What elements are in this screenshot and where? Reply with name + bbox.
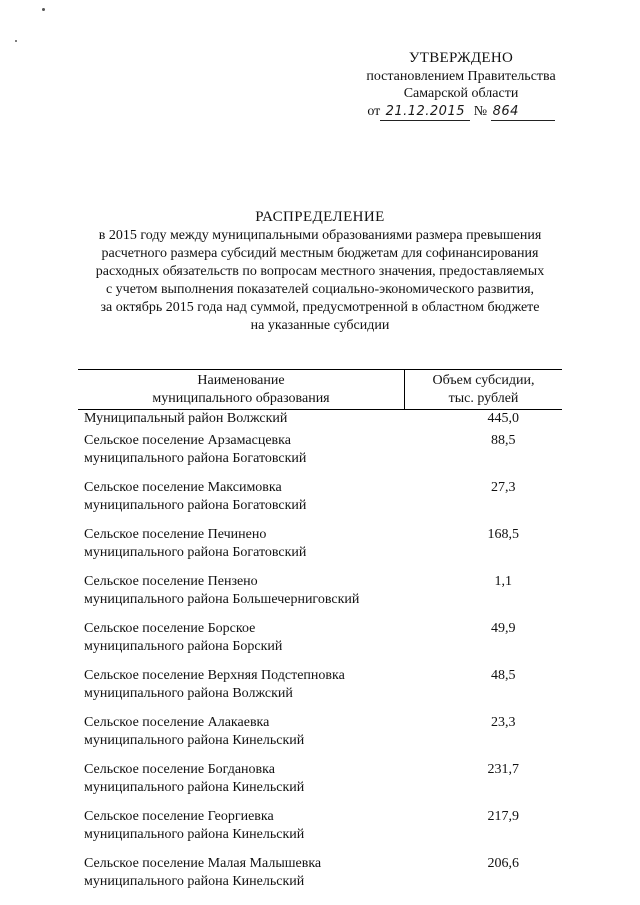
- municipality-name-line-2: муниципального района Богатовский: [84, 545, 307, 560]
- table-row: [78, 667, 562, 714]
- table-row: [78, 526, 562, 573]
- municipality-name-line-2: муниципального района Кинельский: [84, 780, 305, 795]
- municipality-name-line-2: муниципального района Кинельский: [84, 874, 305, 889]
- header-volume-line-2: тыс. рублей: [448, 391, 519, 406]
- table-row: [78, 432, 562, 479]
- decree-reference: [352, 103, 570, 122]
- municipality-name: [78, 410, 405, 433]
- municipality-name-line-2: муниципального района Кинельский: [84, 827, 305, 842]
- title-line: на указанные субсидии: [250, 318, 390, 333]
- municipality-name-line-1: Сельское поселение Верхняя Подстепновка: [84, 668, 345, 683]
- document-title: [60, 208, 580, 335]
- municipality-name-line-2: муниципального района Большечерниговский: [84, 592, 360, 607]
- municipality-name-line-1: Сельское поселение Арзамасцевка: [84, 433, 291, 448]
- municipality-name-line-1: Сельское поселение Печинено: [84, 527, 267, 542]
- subsidy-value: 49,9: [491, 621, 516, 636]
- header-municipality-line-2: муниципального образования: [152, 391, 330, 406]
- municipality-name-line-2: муниципального района Богатовский: [84, 451, 307, 466]
- subsidy-value: 231,7: [487, 762, 519, 777]
- title-line: с учетом выполнения показателей социально-экономического развития,: [105, 282, 535, 297]
- table-row: [78, 714, 562, 761]
- subsidy-value: 88,5: [491, 433, 516, 448]
- approval-heading: УТВЕРЖДЕНО: [408, 50, 514, 66]
- table-row: [78, 855, 562, 891]
- approval-stamp: [352, 50, 570, 121]
- municipality-name: [78, 761, 405, 808]
- municipality-name-line-2: муниципального района Богатовский: [84, 498, 307, 513]
- decree-number-handwritten: 864: [491, 103, 555, 122]
- municipality-name-line-2: муниципального района Волжский: [84, 686, 293, 701]
- municipality-name-line-1: Сельское поселение Максимовка: [84, 480, 282, 495]
- municipality-name: [78, 573, 405, 620]
- header-subsidy-volume: [405, 370, 563, 410]
- title-line: расходных обязательств по вопросам местного значения, предоставляемых: [95, 264, 545, 279]
- subsidy-value: 23,3: [491, 715, 516, 730]
- scan-speck: [42, 8, 45, 11]
- approval-line-2: Самарской области: [403, 86, 519, 101]
- header-municipality-line-1: Наименование: [197, 373, 285, 388]
- decree-number-sign: №: [473, 103, 488, 119]
- table-row: [78, 479, 562, 526]
- approval-line-1: постановлением Правительства: [366, 68, 556, 84]
- subsidy-value: 445,0: [487, 411, 519, 426]
- header-municipality: [78, 370, 405, 410]
- municipality-name: [78, 714, 405, 761]
- table-body: [78, 410, 562, 892]
- subsidy-value: 217,9: [487, 809, 519, 824]
- subsidy-value: 206,6: [487, 856, 519, 871]
- subsidy-distribution-table: [78, 369, 562, 891]
- municipality-name-line-2: муниципального района Кинельский: [84, 733, 305, 748]
- municipality-name: [78, 667, 405, 714]
- municipality-name: [78, 526, 405, 573]
- municipality-name-line-1: Сельское поселение Пензено: [84, 574, 258, 589]
- municipality-name-line-1: Сельское поселение Алакаевка: [84, 715, 270, 730]
- municipality-name-line-1: Муниципальный район Волжский: [84, 411, 288, 426]
- table-row: [78, 573, 562, 620]
- municipality-name-line-1: Сельское поселение Борское: [84, 621, 256, 636]
- title-line: за октябрь 2015 года над суммой, предусмотренной в областном бюджете: [100, 300, 540, 315]
- decree-date-handwritten: 21.12.2015: [380, 103, 470, 122]
- decree-from-label: от: [367, 103, 381, 119]
- municipality-name-line-1: Сельское поселение Богдановка: [84, 762, 275, 777]
- table-header-row: [78, 370, 562, 410]
- municipality-name: [78, 432, 405, 479]
- scan-speck: [15, 40, 17, 42]
- municipality-name-line-2: муниципального района Борский: [84, 639, 283, 654]
- subsidy-value: 48,5: [491, 668, 516, 683]
- municipality-name: [78, 808, 405, 855]
- table-row: [78, 761, 562, 808]
- header-volume-line-1: Объем субсидии,: [432, 373, 535, 388]
- municipality-name-line-1: Сельское поселение Малая Малышевка: [84, 856, 322, 871]
- subsidy-value: 1,1: [494, 574, 512, 589]
- document-title-main: РАСПРЕДЕЛЕНИЕ: [255, 209, 385, 225]
- table-row: [78, 620, 562, 667]
- municipality-name-line-1: Сельское поселение Георгиевка: [84, 809, 274, 824]
- title-line: в 2015 году между муниципальными образованиями размера превышения: [98, 228, 542, 243]
- subsidy-value: 27,3: [491, 480, 516, 495]
- municipality-name: [78, 479, 405, 526]
- title-line: расчетного размера субсидий местным бюджетам для софинансирования: [101, 246, 539, 261]
- subsidy-value: 168,5: [487, 527, 519, 542]
- table-row: [78, 410, 562, 433]
- municipality-name: [78, 620, 405, 667]
- municipality-name: [78, 855, 405, 891]
- table-row: [78, 808, 562, 855]
